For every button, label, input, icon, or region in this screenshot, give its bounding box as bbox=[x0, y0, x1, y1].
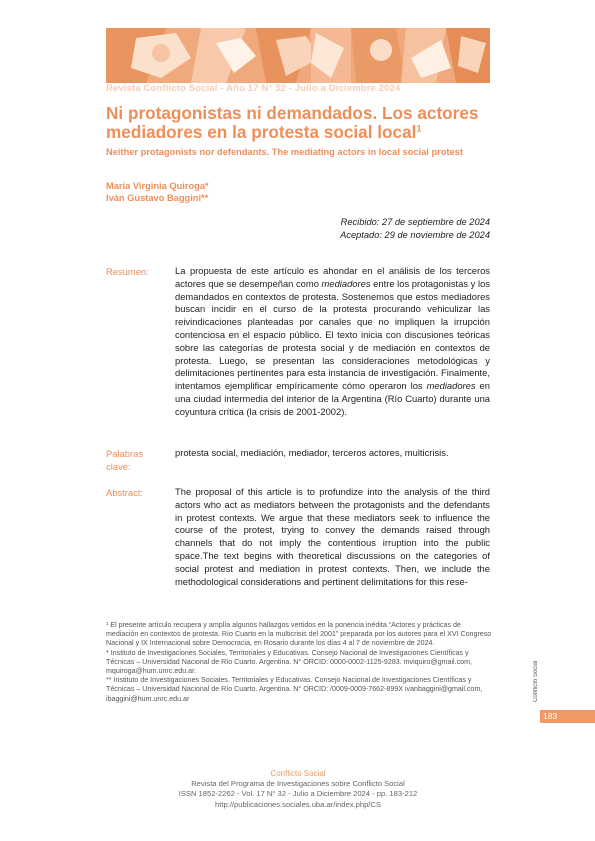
footnote-author-2: ** Instituto de Investigaciones Sociales, Territoriales y Educativas. Consejo Nacional de Investigaciones Científicas y Técnicas – Universidad Nacional de Río Cuarto. Argentina. N° ORCID: /0009-0009-7662-899X ivanbaggini@gmail.com, ibaggini@hum.unrc.edu.ar bbox=[106, 676, 483, 703]
keywords-text: protesta social, mediación, mediador, terceros actores, multicrisis. bbox=[175, 447, 449, 458]
footnote-1: ¹ El presente artículo recupera y amplía algunos hallazgos vertidos en la ponencia inédita “Actores y prácticas de mediación en contextos de protesta. Río Cuarto en la multicrisis del 2001” preparada por los autores para el XVI Congreso Nacional y IX Internacional sobre Democracia, en Rosario durante los días 4 al 7 de noviembre de 2024. bbox=[106, 621, 492, 648]
page-footer bbox=[106, 769, 490, 810]
footnotes bbox=[106, 621, 492, 704]
footer-journal-title: Conflicto Social bbox=[270, 769, 326, 778]
page-number: 183 bbox=[543, 711, 558, 721]
abstract-text: The proposal of this article is to profundize into the analysis of the third actors who act as mediators between the protagonists and the defendants in protest contexts. We argue that these mediators seek to influence the course of the protest, trying to convey the demands raised through channels that do not imply the contentious irruption into the public space.The text begins with theoretical discussions on the categories of social protest and mediation in protest contexts. Then, we include the methodological considerations and pertinent delimitations for this rese- bbox=[175, 486, 490, 587]
resumen-text-part3: en una ciudad intermedia del interior de la Argentina (Río Cuarto) durante una coyuntura crítica (la crisis de 2001-2002). bbox=[175, 380, 490, 417]
author-1: María Virginia Quiroga* bbox=[106, 181, 209, 191]
page-number-tab bbox=[540, 710, 595, 723]
keywords-label: Palabras clave: bbox=[106, 448, 144, 472]
header-banner-image bbox=[106, 28, 490, 83]
resumen-label: Resumen: bbox=[106, 266, 149, 277]
side-journal-label: Conflicto Social bbox=[533, 660, 539, 702]
resumen-emphasis-1: mediadores bbox=[321, 277, 371, 289]
footer-url-link[interactable]: http://publicaciones.sociales.uba.ar/index.php/CS bbox=[215, 799, 381, 809]
article-title-line2: mediadores en la protesta social local bbox=[106, 122, 417, 142]
footer-issn-line: ISSN 1852-2262 - Vol. 17 N° 32 - Julio a Diciembre 2024 - pp. 183-212 bbox=[178, 789, 418, 799]
accepted-date: Aceptado: 29 de noviembre de 2024 bbox=[340, 230, 490, 240]
banner-artwork bbox=[106, 28, 490, 83]
journal-issue-line: Revista Conflicto Social - Año 17 N° 32 - Julio a Diciembre 2024 bbox=[106, 82, 401, 93]
received-date: Recibido: 27 de septiembre de 2024 bbox=[340, 217, 490, 227]
title-footnote-mark[interactable]: 1 bbox=[416, 123, 422, 134]
author-2: Iván Gustavo Baggini** bbox=[106, 193, 209, 203]
resumen-text-part1: La propuesta de este artículo es ahondar en el análisis de los terceros actores que se desempeñan como bbox=[175, 265, 490, 289]
footnote-author-1: * Instituto de Investigaciones Sociales, Territoriales y Educativas. Consejo Nacional de Investigaciones Científicas y Técnicas – Universidad Nacional de Río Cuarto. Argentina. N° ORCID: 0000-0002-1125-9283. mviquiro@gmail.com, mquiroga@hum.unrc.edu.ar. bbox=[106, 648, 472, 676]
abstract-label: Abstract: bbox=[106, 487, 143, 498]
article-title-line1: Ni protagonistas ni demandados. Los actores bbox=[106, 103, 479, 123]
resumen-text-part2: entre los protagonistas y los demandados en contextos de protesta. Sostenemos que estos mediadores buscan incidir en el curso de la protesta procurando vehiculizar las reivindicaciones planteadas por canales que no impliquen la irrupción contenciosa en el espacio público. El texto inicia con discusiones teóricas sobre las categorías de protesta social y de mediación en contextos de protesta. Luego, se presentan las consideraciones metodológicas y delimitaciones pertinentes para esta instancia de investigación. Finalmente, intentamos ejemplificar empíricamente cómo operaron los bbox=[175, 277, 490, 392]
footer-program-line: Revista del Programa de Investigaciones sobre Conflicto Social bbox=[191, 779, 405, 789]
article-subtitle-english: Neither protagonists nor defendants. The mediating actors in local social protest bbox=[106, 147, 463, 157]
resumen-text bbox=[175, 265, 490, 419]
resumen-emphasis-2: mediadores bbox=[426, 380, 476, 392]
article-title bbox=[106, 104, 506, 142]
